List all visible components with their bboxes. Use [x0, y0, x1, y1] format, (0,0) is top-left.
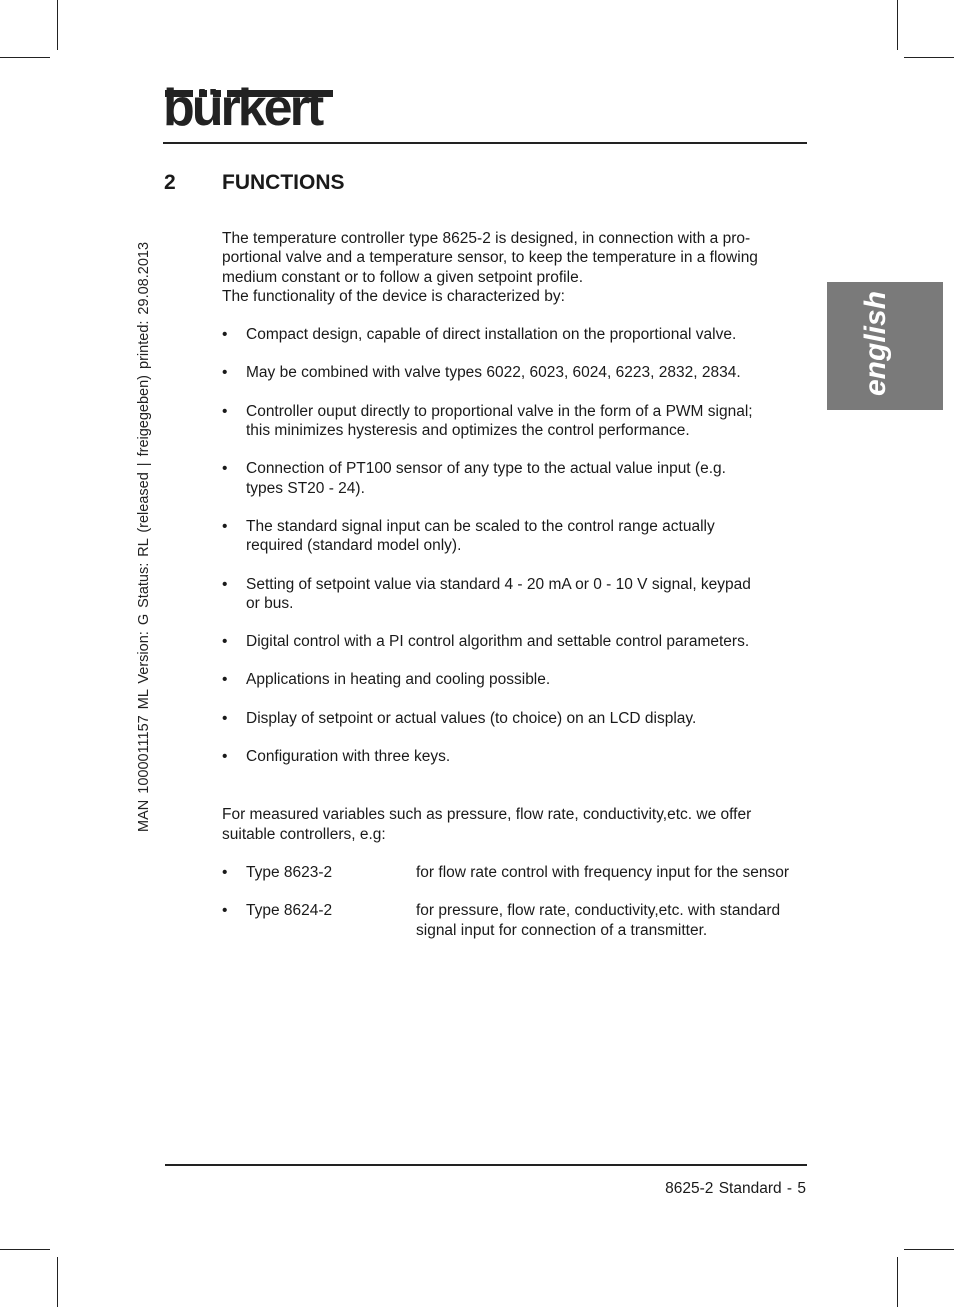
footer-rule	[165, 1164, 807, 1166]
intro-line: portional valve and a temperature sensor, to keep the temperature in a flowing	[222, 249, 758, 267]
burkert-logo	[163, 79, 335, 138]
list-item: • Connection of PT100 sensor of any type to the actual value input (e.g. types ST20 - 24).	[222, 459, 812, 498]
list-item: • The standard signal input can be scaled to the control range actually required (standard model only).	[222, 517, 812, 556]
list-item: • Configuration with three keys.	[222, 747, 812, 766]
feature-list	[222, 325, 812, 766]
intro-line: The temperature controller type 8625-2 is designed, in connection with a pro-	[222, 230, 751, 247]
language-tab	[827, 282, 943, 410]
type-name: Type 8624-2	[246, 902, 333, 920]
crop-mark	[0, 57, 50, 58]
list-item: • Display of setpoint or actual values (to choice) on an LCD display.	[222, 709, 812, 728]
list-item: • Setting of setpoint value via standard 4 - 20 mA or 0 - 10 V signal, keypad or bus.	[222, 575, 812, 614]
intro-line: medium constant or to follow a given setpoint profile.	[222, 268, 583, 286]
intro-paragraph	[222, 229, 812, 306]
paragraph-line: For measured variables such as pressure, flow rate, conductivity,etc. we offer	[222, 806, 752, 824]
list-item: • May be combined with valve types 6022, 6023, 6024, 6223, 2832, 2834.	[222, 363, 812, 382]
section-title: FUNCTIONS	[222, 171, 345, 194]
list-item: • Digital control with a PI control algorithm and settable control parameters.	[222, 632, 812, 651]
section-number: 2	[164, 171, 176, 194]
type-description: for flow rate control with frequency input for the sensor	[416, 863, 790, 881]
main-content	[222, 229, 812, 940]
list-item: • Applications in heating and cooling possible.	[222, 670, 812, 689]
page-footer: 8625-2 Standard - 5	[665, 1180, 806, 1197]
language-tab-label: english	[859, 290, 892, 396]
logo-text: bürkert	[163, 79, 322, 137]
crop-mark	[904, 57, 954, 58]
document-side-label: MAN 1000011157 ML Version: G Status: RL (released | freigegeben) printed: 29.08.2013	[136, 241, 152, 832]
crop-mark	[57, 0, 58, 50]
list-item: • Compact design, capable of direct installation on the proportional valve.	[222, 325, 812, 344]
type-item: • Type 8623-2 for flow rate control with frequency input for the sensor	[222, 863, 812, 882]
header-rule	[163, 142, 807, 144]
measured-variables-paragraph	[222, 805, 812, 844]
intro-line: The functionality of the device is characterized by:	[222, 287, 565, 305]
controller-types-list	[222, 863, 812, 940]
crop-mark	[897, 0, 898, 50]
list-item: • Controller ouput directly to proportional valve in the form of a PWM signal; this minimizes hysteresis and optimizes the control performance.	[222, 402, 812, 441]
crop-mark	[57, 1257, 58, 1307]
crop-mark	[897, 1257, 898, 1307]
crop-mark	[904, 1249, 954, 1250]
type-description: for pressure, flow rate, conductivity,etc. with standard signal input for connection of a transmitter.	[416, 902, 781, 939]
paragraph-line: suitable controllers, e.g:	[222, 825, 386, 843]
crop-mark	[0, 1249, 50, 1250]
type-name: Type 8623-2	[246, 863, 333, 881]
type-item: • Type 8624-2 for pressure, flow rate, conductivity,etc. with standard signal input for connection of a transmitter.	[222, 901, 812, 940]
